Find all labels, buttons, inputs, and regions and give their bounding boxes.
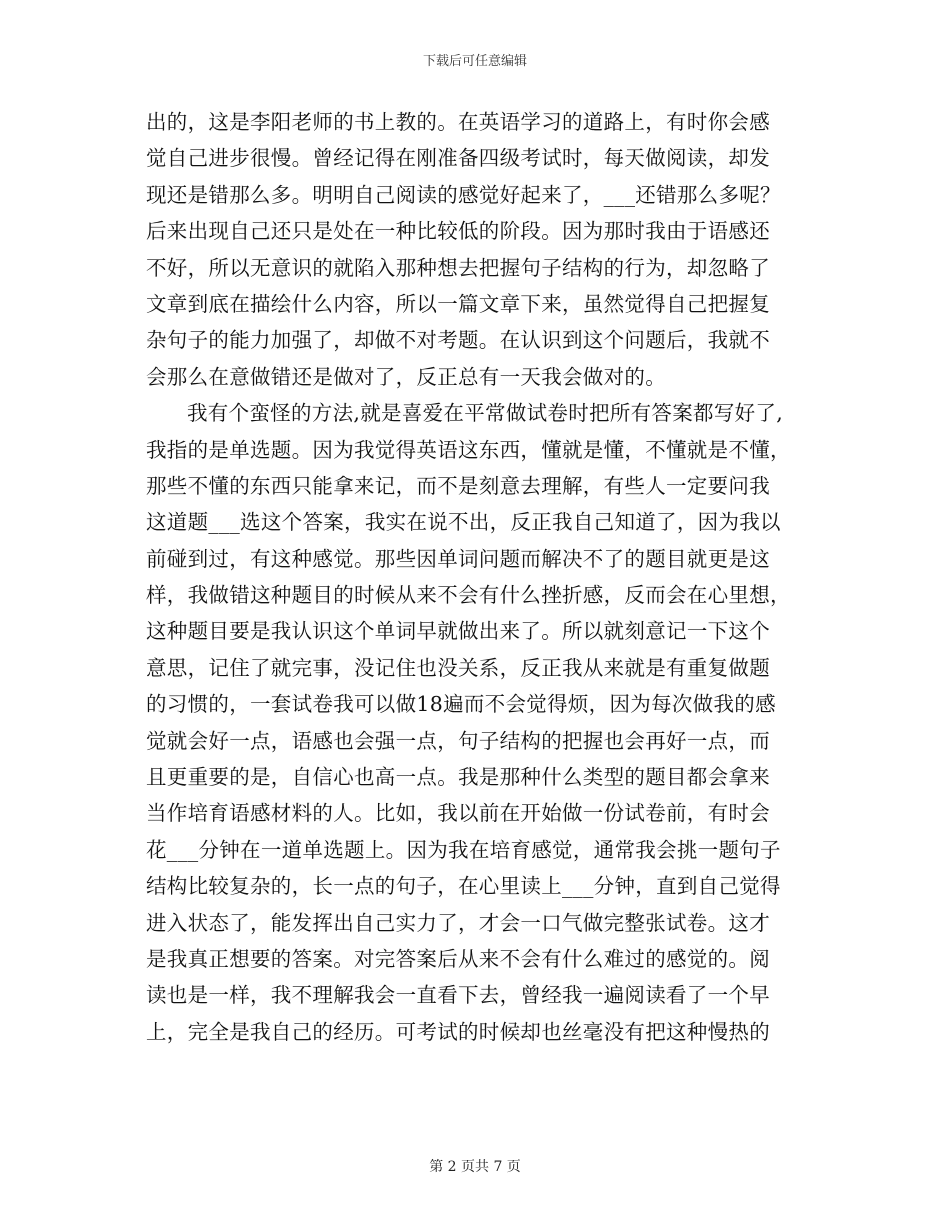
text-line: 现还是错那么多。明明自己阅读的感觉好起来了，___还错那么多呢？ xyxy=(146,182,781,207)
text-line: 读也是一样，我不理解我会一直看下去，曾经我一遍阅读看了一个早 xyxy=(146,983,770,1008)
text-line: 不好，所以无意识的就陷入那种想去把握句子结构的行为，却忽略了 xyxy=(146,255,770,280)
text-line: 意思，记住了就完事，没记住也没关系，反正我从来就是有重复做题 xyxy=(146,655,770,680)
text-line: 文章到底在描绘什么内容，所以一篇文章下来，虽然觉得自己把握复 xyxy=(146,291,770,316)
text-line: 这道题___选这个答案，我实在说不出，反正我自己知道了，因为我以 xyxy=(146,510,781,535)
body-text xyxy=(146,104,814,1050)
text-line: 上，完全是我自己的经历。可考试的时候却也丝毫没有把这种慢热的 xyxy=(146,1019,770,1044)
text-line: 进入状态了，能发挥出自己实力了，才会一口气做完整张试卷。这才 xyxy=(146,910,770,935)
text-line: 杂句子的能力加强了，却做不对考题。在认识到这个问题后，我就不 xyxy=(146,328,770,353)
text-line: 我指的是单选题。因为我觉得英语这东西，懂就是懂，不懂就是不懂， xyxy=(146,437,791,462)
text-line: 出的，这是李阳老师的书上教的。在英语学习的道路上，有时你会感 xyxy=(146,110,770,134)
text-line: 后来出现自己还只是处在一种比较低的阶段。因为那时我由于语感还 xyxy=(146,219,770,244)
text-line: 当作培育语感材料的人。比如，我以前在开始做一份试卷前，有时会 xyxy=(146,801,770,826)
text-line: 会那么在意做错还是做对了，反正总有一天我会做对的。 xyxy=(146,364,666,389)
page-footer: 第 2 页共 7 页 xyxy=(429,1159,521,1175)
text-line: 且更重要的是，自信心也高一点。我是那种什么类型的题目都会拿来 xyxy=(146,765,770,790)
paragraph-start-line: 我有个蛮怪的方法,就是喜爱在平常做试卷时把所有答案都写好了, xyxy=(187,401,784,426)
text-line: 前碰到过，有这种感觉。那些因单词问题而解决不了的题目就更是这 xyxy=(146,546,770,571)
text-line: 这种题目要是我认识这个单词早就做出来了。所以就刻意记一下这个 xyxy=(146,619,770,644)
text-line: 觉自己进步很慢。曾经记得在刚准备四级考试时，每天做阅读，却发 xyxy=(146,146,770,171)
page-header: 下载后可任意编辑 xyxy=(422,54,527,69)
text-line: 的习惯的，一套试卷我可以做18遍而不会觉得烦，因为每次做我的感 xyxy=(146,692,776,717)
text-line: 觉就会好一点，语感也会强一点，句子结构的把握也会再好一点，而 xyxy=(146,728,770,753)
text-line: 花___分钟在一道单选题上。因为我在培育感觉，通常我会挑一题句子 xyxy=(146,837,781,862)
text-line: 样，我做错这种题目的时候从来不会有什么挫折感，反而会在心里想， xyxy=(146,583,791,608)
text-line: 那些不懂的东西只能拿来记，而不是刻意去理解，有些人一定要问我 xyxy=(146,473,770,498)
text-line: 结构比较复杂的，长一点的句子，在心里读上___分钟，直到自己觉得 xyxy=(146,874,781,899)
text-line: 是我真正想要的答案。对完答案后从来不会有什么难过的感觉的。阅 xyxy=(146,946,770,971)
